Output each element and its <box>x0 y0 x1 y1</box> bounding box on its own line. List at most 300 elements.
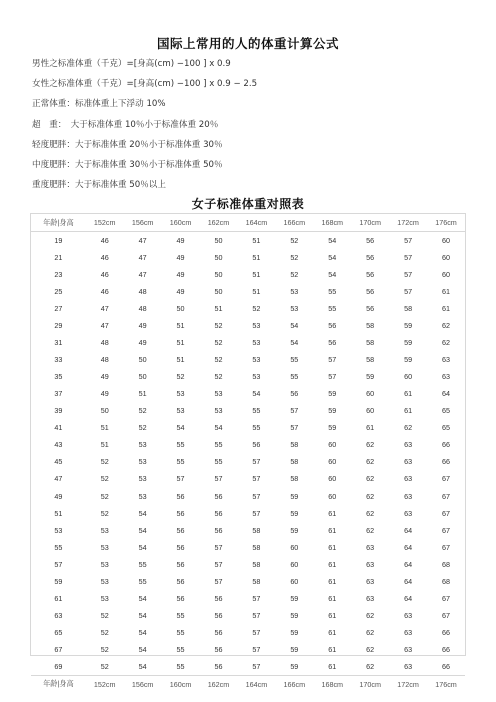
table-cell: 60 <box>442 236 450 246</box>
table-cell: 55 <box>176 627 185 637</box>
table-cell: 50 <box>214 270 223 280</box>
table-row <box>31 249 465 266</box>
table-cell: 60 <box>290 576 299 586</box>
table-cell: 53 <box>100 525 109 535</box>
rule-severe-obesity: 重度肥胖：大于标准体重 50％以上 <box>32 180 166 191</box>
table-cell: 56 <box>176 576 185 586</box>
table-cell: 57 <box>252 491 261 501</box>
table-cell: 63 <box>442 355 450 365</box>
table-cell: 52 <box>290 236 299 246</box>
table-cell: 49 <box>176 270 185 280</box>
table-row <box>31 266 465 283</box>
table-cell: 50 <box>138 372 147 382</box>
table-cell: 61 <box>328 593 337 603</box>
table-cell: 57 <box>404 253 413 263</box>
table-cell: 49 <box>176 253 185 263</box>
table-cell: 62 <box>366 474 375 484</box>
table-cell-age: 37 <box>54 389 63 399</box>
table-cell: 51 <box>214 304 223 314</box>
table-cell: 63 <box>404 474 413 484</box>
table-cell: 46 <box>100 236 109 246</box>
table-cell: 52 <box>252 304 261 314</box>
table-cell: 63 <box>404 491 413 501</box>
table-cell: 55 <box>290 372 299 382</box>
table-cell: 61 <box>328 661 337 671</box>
table-cell: 51 <box>138 389 147 399</box>
table-footer-row <box>31 675 465 693</box>
table-cell: 56 <box>176 593 185 603</box>
table-cell: 59 <box>328 423 337 433</box>
table-cell: 56 <box>176 559 185 569</box>
table-cell: 58 <box>366 338 375 348</box>
table-cell: 66 <box>442 644 450 654</box>
table-cell: 56 <box>214 593 223 603</box>
rule-normal: 正常体重：标准体重上下浮动 10% <box>32 99 166 110</box>
table-cell: 52 <box>290 270 299 280</box>
table-cell: 53 <box>138 491 147 501</box>
table-cell: 67 <box>442 525 450 535</box>
table-cell: 51 <box>252 253 261 263</box>
table-cell: 49 <box>100 372 109 382</box>
table-cell: 60 <box>328 457 337 467</box>
table-cell: 62 <box>366 525 375 535</box>
table-row <box>31 317 465 334</box>
table-cell: 46 <box>100 253 109 263</box>
table-cell: 166cm <box>283 218 306 228</box>
table-cell: 61 <box>366 423 375 433</box>
table-cell: 57 <box>214 474 223 484</box>
table-cell: 54 <box>328 236 337 246</box>
table-cell: 162cm <box>207 218 230 228</box>
table-cell: 62 <box>366 491 375 501</box>
table-cell: 49 <box>138 338 147 348</box>
table-cell: 56 <box>290 389 299 399</box>
table-cell: 53 <box>100 542 109 552</box>
table-cell: 54 <box>138 644 147 654</box>
table-cell: 53 <box>252 338 261 348</box>
table-row <box>31 334 465 351</box>
table-cell-age: 21 <box>54 253 63 263</box>
table-row <box>31 488 465 505</box>
table-cell: 59 <box>328 389 337 399</box>
table-row <box>31 556 465 573</box>
table-cell: 57 <box>252 593 261 603</box>
table-cell: 53 <box>100 559 109 569</box>
table-cell-age: 47 <box>54 474 63 484</box>
table-cell: 59 <box>290 627 299 637</box>
table-cell: 60 <box>290 559 299 569</box>
table-cell-age: 69 <box>54 661 63 671</box>
table-cell: 67 <box>442 542 450 552</box>
table-cell: 59 <box>366 372 375 382</box>
table-cell: 56 <box>366 287 375 297</box>
table-cell: 60 <box>328 491 337 501</box>
table-cell: 58 <box>252 525 261 535</box>
table-cell: 52 <box>214 321 223 331</box>
table-title: 女子标准体重对照表 <box>191 197 305 211</box>
table-row <box>31 385 465 402</box>
table-cell: 48 <box>138 287 147 297</box>
table-cell: 54 <box>328 253 337 263</box>
table-cell: 52 <box>290 253 299 263</box>
table-cell: 63 <box>366 542 375 552</box>
table-cell: 63 <box>404 457 413 467</box>
table-cell: 52 <box>100 610 109 620</box>
table-cell: 59 <box>404 355 413 365</box>
table-cell: 164cm <box>245 218 268 228</box>
table-cell: 176cm <box>435 679 457 689</box>
table-row <box>31 505 465 522</box>
table-cell: 59 <box>290 525 299 535</box>
table-cell: 56 <box>328 338 337 348</box>
table-cell: 176cm <box>435 218 457 228</box>
table-cell: 52 <box>100 457 109 467</box>
table-cell: 52 <box>214 372 223 382</box>
table-cell: 55 <box>138 559 147 569</box>
table-cell: 57 <box>214 576 223 586</box>
table-cell: 55 <box>328 304 337 314</box>
table-cell: 55 <box>176 644 185 654</box>
table-cell: 53 <box>138 474 147 484</box>
table-cell: 57 <box>252 610 261 620</box>
table-cell: 56 <box>176 542 185 552</box>
table-cell: 172cm <box>397 218 419 228</box>
table-cell: 59 <box>290 491 299 501</box>
table-row <box>31 573 465 590</box>
table-cell-age: 55 <box>54 542 63 552</box>
table-cell: 54 <box>290 338 299 348</box>
table-row <box>31 453 465 470</box>
table-cell: 67 <box>442 508 450 518</box>
table-cell: 52 <box>100 474 109 484</box>
table-cell: 50 <box>100 406 109 416</box>
table-cell: 56 <box>366 270 375 280</box>
table-cell: 58 <box>290 474 299 484</box>
table-cell: 64 <box>404 593 413 603</box>
table-cell: 57 <box>176 474 185 484</box>
table-cell: 68 <box>442 559 450 569</box>
table-cell: 61 <box>442 287 450 297</box>
table-cell: 56 <box>366 236 375 246</box>
table-row <box>31 402 465 419</box>
table-cell-age: 33 <box>54 355 63 365</box>
table-cell: 59 <box>290 661 299 671</box>
table-row <box>31 470 465 487</box>
table-row <box>31 232 465 249</box>
table-cell-age: 年龄|身高 <box>43 217 74 227</box>
table-cell: 156cm <box>131 218 154 228</box>
table-cell: 56 <box>214 525 223 535</box>
table-cell: 48 <box>100 355 109 365</box>
table-cell: 55 <box>290 355 299 365</box>
table-cell-age: 67 <box>54 644 63 654</box>
table-cell: 68 <box>442 576 450 586</box>
table-cell-age: 31 <box>54 338 63 348</box>
table-cell: 56 <box>366 304 375 314</box>
table-cell: 61 <box>328 559 337 569</box>
table-cell: 53 <box>214 406 223 416</box>
table-cell: 60 <box>442 270 450 280</box>
rule-overweight: 超 重： 大于标准体重 10％小于标准体重 20％ <box>32 119 219 130</box>
table-cell: 63 <box>366 593 375 603</box>
table-cell: 50 <box>138 355 147 365</box>
table-cell: 53 <box>138 440 147 450</box>
table-cell-age: 25 <box>54 287 63 297</box>
table-cell: 61 <box>404 389 413 399</box>
table-cell-age: 41 <box>54 423 63 433</box>
table-row <box>31 368 465 385</box>
table-cell: 52 <box>100 627 109 637</box>
table-cell: 52 <box>100 661 109 671</box>
formula-male: 男性之标准体重（千克）=[身高(cm) −100 ] x 0.9 <box>32 59 231 69</box>
table-cell: 60 <box>366 406 375 416</box>
table-cell: 64 <box>404 559 413 569</box>
table-cell: 58 <box>290 457 299 467</box>
table-cell: 66 <box>442 627 450 637</box>
table-cell: 62 <box>366 610 375 620</box>
table-cell: 59 <box>290 593 299 603</box>
table-cell: 152cm <box>93 679 116 689</box>
table-cell: 63 <box>404 440 413 450</box>
table-cell: 55 <box>176 610 185 620</box>
table-cell: 162cm <box>207 679 230 689</box>
table-cell: 53 <box>252 321 261 331</box>
table-cell: 54 <box>214 423 223 433</box>
table-cell: 54 <box>328 270 337 280</box>
table-cell: 61 <box>328 627 337 637</box>
table-cell: 52 <box>176 372 185 382</box>
table-cell: 64 <box>442 389 450 399</box>
table-cell: 59 <box>290 610 299 620</box>
table-cell: 52 <box>100 644 109 654</box>
table-cell: 57 <box>214 542 223 552</box>
table-cell: 49 <box>138 321 147 331</box>
table-cell-age: 51 <box>54 508 63 518</box>
table-cell: 66 <box>442 440 450 450</box>
table-cell: 58 <box>366 321 375 331</box>
table-cell-age: 53 <box>54 525 63 535</box>
table-cell: 63 <box>366 576 375 586</box>
table-cell: 56 <box>214 610 223 620</box>
table-row <box>31 607 465 624</box>
table-cell: 64 <box>404 576 413 586</box>
table-cell: 62 <box>442 321 450 331</box>
table-cell: 59 <box>404 338 413 348</box>
table-cell: 57 <box>252 457 261 467</box>
table-cell: 59 <box>404 321 413 331</box>
table-cell-age: 年龄|身高 <box>43 679 74 689</box>
table-cell-age: 59 <box>54 576 63 586</box>
table-cell: 65 <box>442 423 450 433</box>
table-row <box>31 539 465 556</box>
rule-moderate-obesity: 中度肥胖：大于标准体重 30％小于标准体重 50％ <box>32 159 223 170</box>
table-row <box>31 624 465 641</box>
table-cell: 62 <box>366 644 375 654</box>
table-cell: 52 <box>138 406 147 416</box>
table-cell: 54 <box>176 423 185 433</box>
table-cell: 62 <box>366 661 375 671</box>
table-cell-age: 65 <box>54 627 63 637</box>
table-cell: 58 <box>290 440 299 450</box>
table-cell: 53 <box>138 457 147 467</box>
table-cell: 61 <box>328 542 337 552</box>
table-cell: 58 <box>252 576 261 586</box>
table-cell: 56 <box>214 644 223 654</box>
table-cell: 52 <box>100 491 109 501</box>
table-cell: 57 <box>290 406 299 416</box>
table-cell: 50 <box>214 253 223 263</box>
table-cell-age: 39 <box>54 406 63 416</box>
table-cell: 46 <box>100 287 109 297</box>
table-cell-age: 57 <box>54 559 63 569</box>
table-cell: 67 <box>442 474 450 484</box>
table-cell: 50 <box>176 304 185 314</box>
table-cell: 62 <box>404 423 413 433</box>
table-cell: 152cm <box>93 218 116 228</box>
table-cell: 57 <box>328 372 337 382</box>
table-cell: 160cm <box>169 218 192 228</box>
table-cell: 59 <box>328 406 337 416</box>
table-cell: 54 <box>138 627 147 637</box>
table-cell: 160cm <box>169 679 192 689</box>
table-row <box>31 419 465 436</box>
table-cell: 56 <box>176 525 185 535</box>
table-row <box>31 590 465 607</box>
table-cell: 47 <box>138 253 147 263</box>
table-header-row <box>31 214 465 232</box>
table-cell: 52 <box>214 338 223 348</box>
table-cell: 61 <box>328 610 337 620</box>
table-row <box>31 658 465 675</box>
table-cell: 52 <box>214 355 223 365</box>
table-cell: 48 <box>100 338 109 348</box>
table-cell: 51 <box>252 287 261 297</box>
table-cell: 63 <box>404 644 413 654</box>
table-cell: 54 <box>138 593 147 603</box>
table-row <box>31 641 465 658</box>
table-cell: 61 <box>404 406 413 416</box>
table-cell: 47 <box>100 304 109 314</box>
table-cell: 61 <box>328 644 337 654</box>
table-cell: 55 <box>176 457 185 467</box>
table-cell: 61 <box>328 508 337 518</box>
table-cell: 55 <box>214 457 223 467</box>
table-cell: 55 <box>252 406 261 416</box>
table-cell: 47 <box>100 321 109 331</box>
table-cell: 61 <box>328 525 337 535</box>
table-cell: 60 <box>442 253 450 263</box>
table-cell: 164cm <box>245 679 268 689</box>
table-cell: 63 <box>404 508 413 518</box>
table-cell: 57 <box>290 423 299 433</box>
table-cell: 67 <box>442 491 450 501</box>
table-cell: 62 <box>442 338 450 348</box>
table-cell: 63 <box>442 372 450 382</box>
table-cell: 62 <box>366 457 375 467</box>
table-cell: 52 <box>100 508 109 518</box>
table-cell: 67 <box>442 610 450 620</box>
table-cell: 168cm <box>321 679 344 689</box>
table-cell: 64 <box>404 525 413 535</box>
table-cell: 58 <box>252 559 261 569</box>
weight-table <box>30 213 466 689</box>
table-row <box>31 351 465 368</box>
table-cell: 55 <box>176 440 185 450</box>
table-cell: 61 <box>328 576 337 586</box>
table-cell: 51 <box>252 270 261 280</box>
table-cell: 54 <box>290 321 299 331</box>
table-cell: 66 <box>442 457 450 467</box>
table-cell-age: 19 <box>54 236 63 246</box>
table-cell: 54 <box>138 542 147 552</box>
table-cell: 57 <box>252 474 261 484</box>
table-cell: 51 <box>176 338 185 348</box>
table-cell-age: 49 <box>54 491 63 501</box>
table-row <box>31 436 465 453</box>
table-cell: 63 <box>366 559 375 569</box>
table-cell: 52 <box>138 423 147 433</box>
table-cell: 63 <box>404 610 413 620</box>
table-cell: 57 <box>252 661 261 671</box>
table-cell: 58 <box>404 304 413 314</box>
table-cell: 61 <box>442 304 450 314</box>
table-cell: 49 <box>176 287 185 297</box>
table-cell-age: 45 <box>54 457 63 467</box>
table-cell: 55 <box>252 423 261 433</box>
table-cell: 53 <box>100 576 109 586</box>
table-cell: 56 <box>214 508 223 518</box>
page-title: 国际上常用的人的体重计算公式 <box>156 36 339 51</box>
table-cell: 62 <box>366 627 375 637</box>
formula-female: 女性之标准体重（千克）=[身高(cm) −100 ] x 0.9 − 2.5 <box>32 79 258 90</box>
table-cell: 58 <box>252 542 261 552</box>
table-cell: 53 <box>214 389 223 399</box>
table-cell: 55 <box>138 576 147 586</box>
table-cell: 53 <box>176 389 185 399</box>
table-cell: 47 <box>138 270 147 280</box>
table-cell: 53 <box>290 287 299 297</box>
table-cell: 56 <box>214 627 223 637</box>
table-cell-age: 27 <box>54 304 63 314</box>
table-cell: 48 <box>138 304 147 314</box>
table-cell: 53 <box>252 355 261 365</box>
table-cell: 53 <box>290 304 299 314</box>
table-cell: 65 <box>442 406 450 416</box>
table-cell: 50 <box>214 287 223 297</box>
table-cell: 57 <box>328 355 337 365</box>
table-cell: 53 <box>252 372 261 382</box>
table-cell-age: 61 <box>54 593 63 603</box>
table-cell: 63 <box>404 661 413 671</box>
table-cell: 55 <box>176 661 185 671</box>
table-cell: 57 <box>252 644 261 654</box>
table-cell: 51 <box>176 321 185 331</box>
table-cell-age: 43 <box>54 440 63 450</box>
table-cell: 51 <box>100 440 109 450</box>
table-cell: 57 <box>404 270 413 280</box>
table-cell-age: 23 <box>54 270 63 280</box>
table-cell: 60 <box>328 440 337 450</box>
table-cell: 59 <box>290 508 299 518</box>
table-cell: 46 <box>100 270 109 280</box>
table-cell: 56 <box>214 661 223 671</box>
table-cell: 49 <box>176 236 185 246</box>
table-cell-age: 35 <box>54 372 63 382</box>
table-row <box>31 300 465 317</box>
table-cell: 64 <box>404 542 413 552</box>
table-cell: 51 <box>176 355 185 365</box>
table-cell: 170cm <box>359 679 381 689</box>
